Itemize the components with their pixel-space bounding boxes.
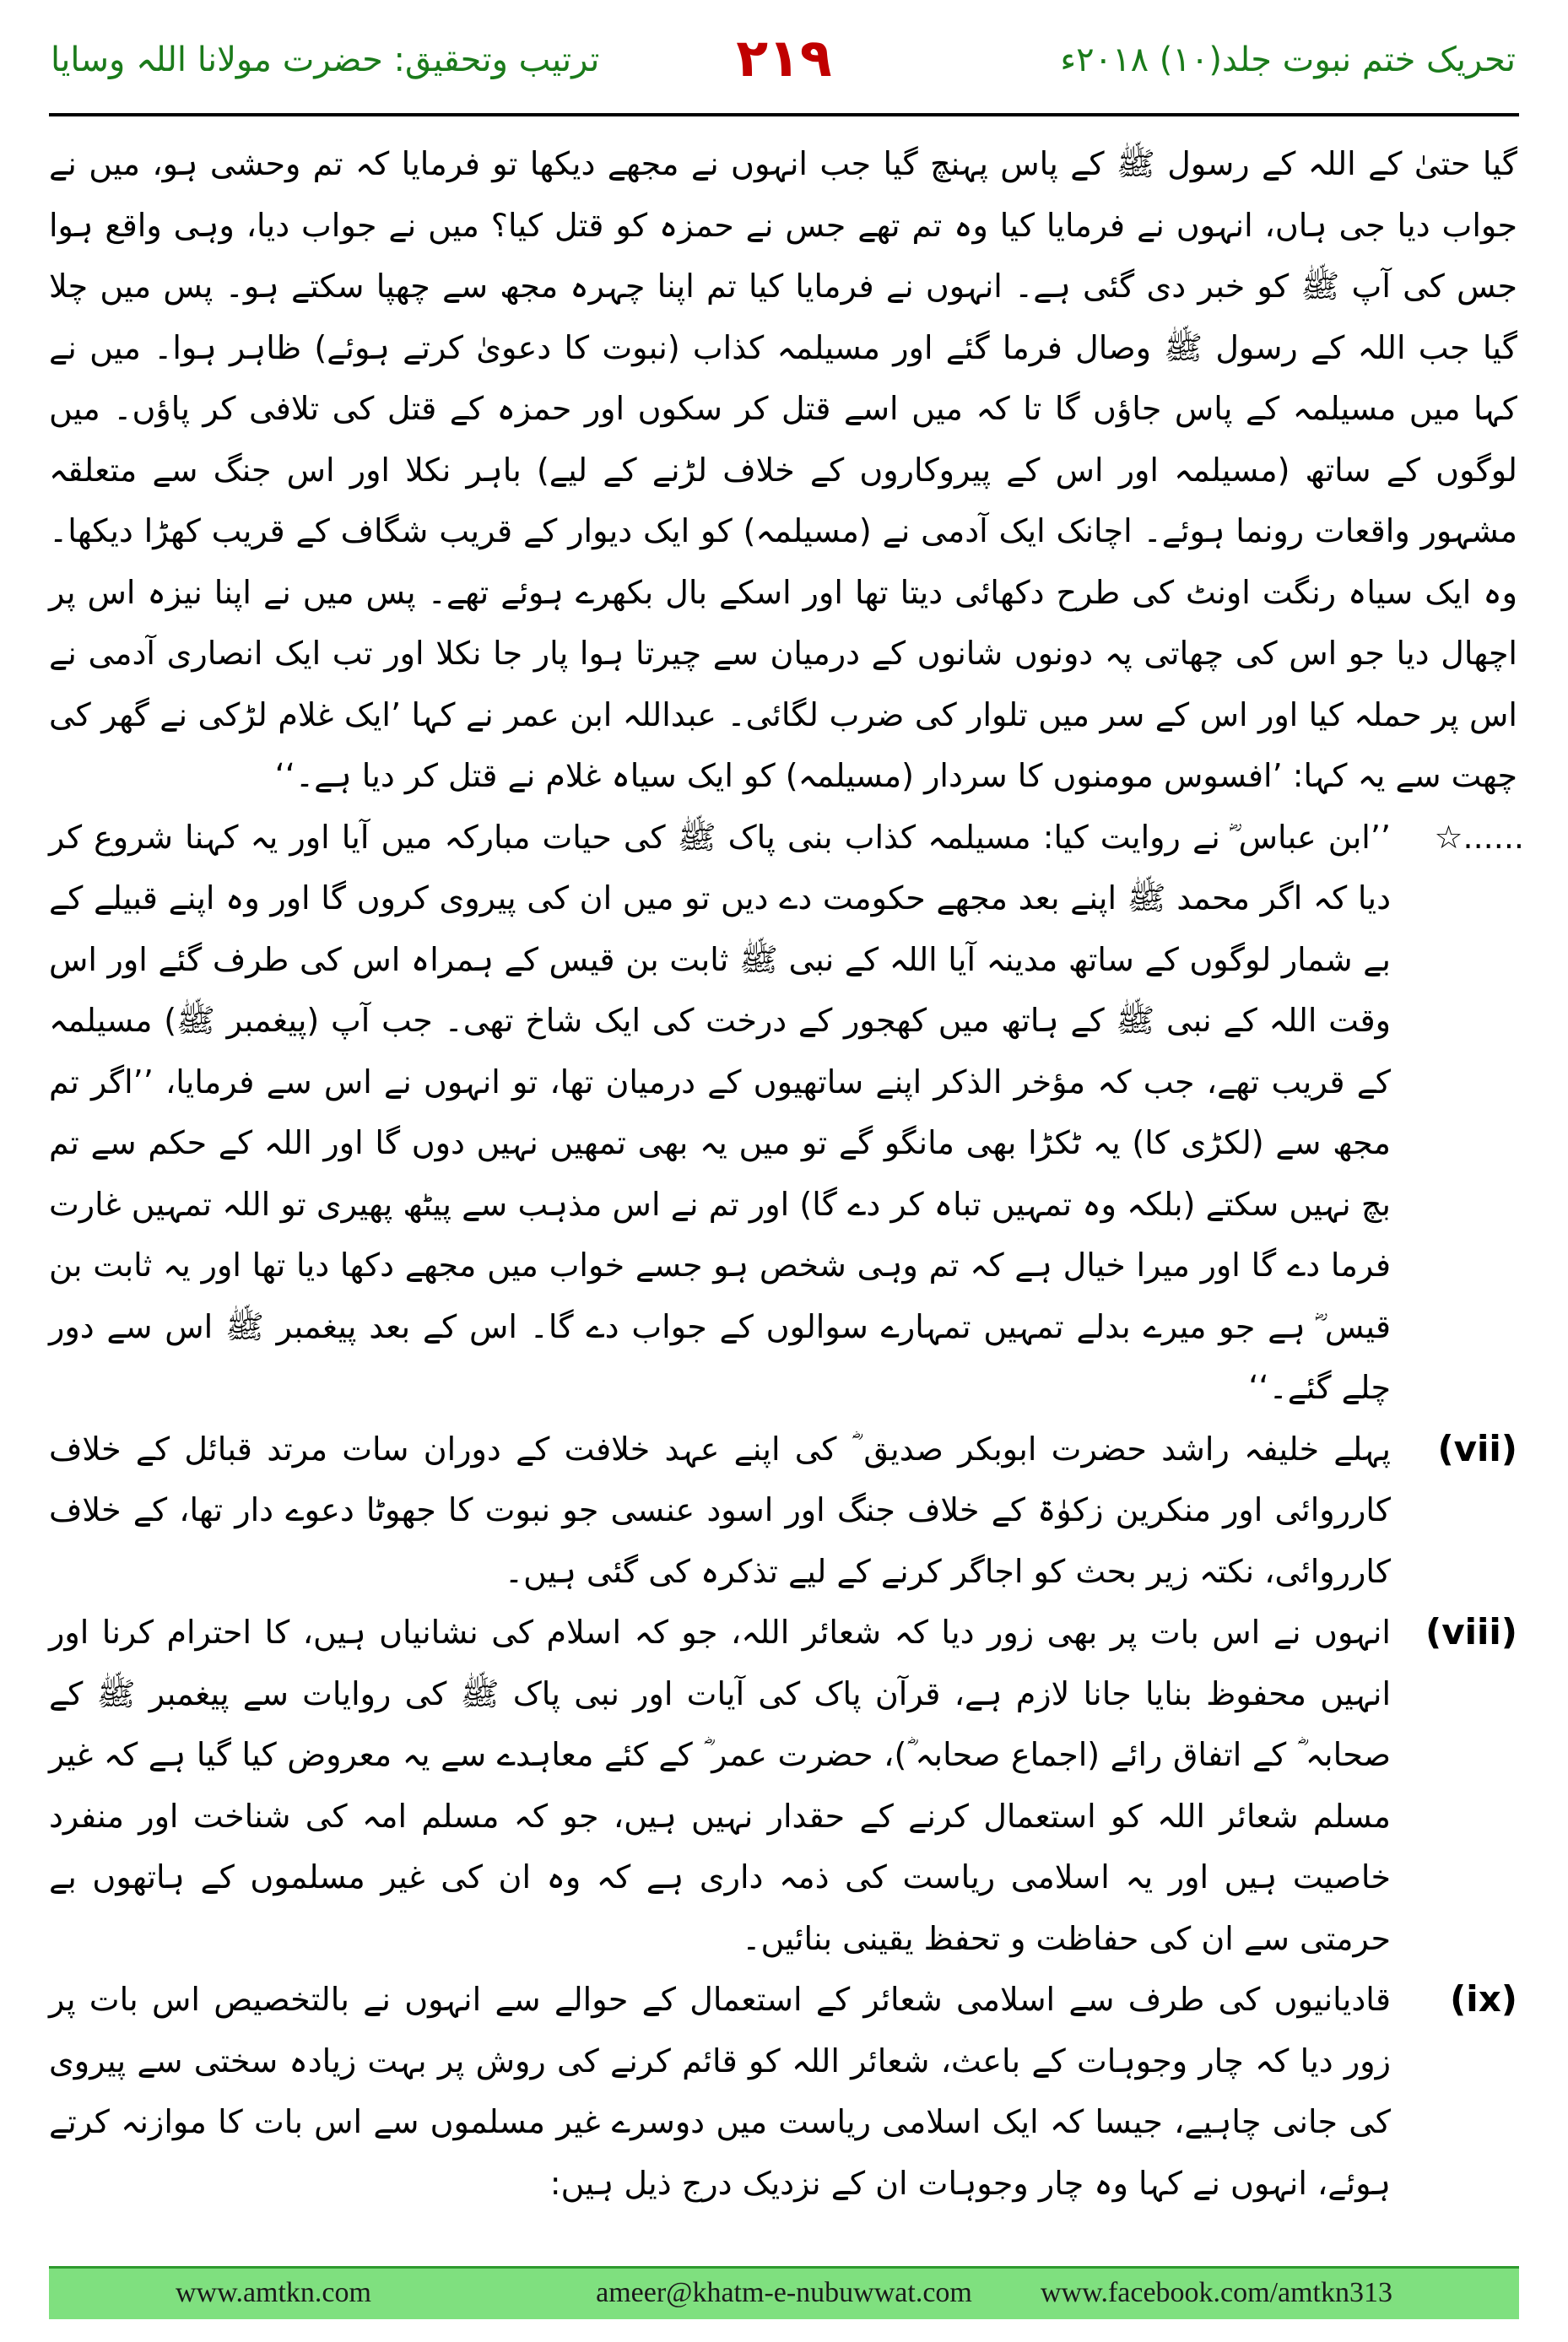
point-viii-text: انہوں نے اس بات پر بھی زور دیا کہ شعائر اللہ، جو کہ اسلام کی نشانیاں ہیں، کا احترام کرنا اور انہیں محفوظ بنایا جانا لازم ہے، قرآن پاک کی آیات اور نبی پاک ﷺ کی روایات سے پیغمبر ﷺ کے صحابہ ؓ کے اتفاق رائے (اجماع صحابہ ؓ)، حضرت عمر ؓ کے کئے معاہدے سے یہ معروض کیا گیا ہے کہ غیر مسلم شعائر اللہ کو استعمال کرنے کے حقدار نہیں ہیں، جو کہ مسلم امہ کی شناخت اور منفرد خاصیت ہیں اور یہ اسلامی ریاست کی ذمہ داری ہے کہ وہ ان کی غیر مسلموں کے ہاتھوں بے حرمتی سے ان کی حفاظت و تحفظ یقینی بنائیں۔ [49, 1614, 1391, 1957]
point-ix-text: قادیانیوں کی طرف سے اسلامی شعائر کے استعمال کے حوالے سے انہوں نے بالتخصیص اس بات پر زور دیا کہ چار وجوہات کے باعث، شعائر اللہ کو قائم کرنے کی روش پر بہت زیادہ سختی سے پیروی کی جانی چاہیے، جیسا کہ ایک اسلامی ریاست میں دوسرے غیر مسلموں سے اس بات کا موازنہ کرتے ہوئے، انہوں نے کہا وہ چار وجوہات ان کے نزدیک درج ذیل ہیں: [49, 1981, 1391, 2202]
star-bullet: ☆...... [1434, 818, 1524, 856]
quote-block-ibn-abbas [49, 807, 1524, 1419]
header-divider [49, 113, 1519, 116]
paragraph-ibn-abbas-narration: ’’ابن عباس ؓ نے روایت کیا: مسیلمہ کذاب بنی پاک ﷺ کی حیات مبارکہ میں آیا اور یہ کہنا شروع کر دیا کہ اگر محمد ﷺ اپنے بعد مجھے حکومت دے دیں تو میں ان کی پیروی کروں گا اور وہ اپنے قبیلے کے بے شمار لوگوں کے ساتھ مدینہ آیا اللہ کے نبی ﷺ ثابت بن قیس کے ہمراہ اس کی طرف گئے اور اس وقت اللہ کے نبی ﷺ کے ہاتھ میں کھجور کے درخت کی ایک شاخ تھی۔ جب آپ (پیغمبر ﷺ) مسیلمہ کے قریب تھے، جب کہ مؤخر الذکر اپنے ساتھیوں کے درمیان تھا، تو انہوں نے اس سے فرمایا، ’’اگر تم مجھ سے (لکڑی کا) یہ ٹکڑا بھی مانگو گے تو میں یہ بھی تمھیں نہیں دوں گا اور اللہ کے حکم سے تم بچ نہیں سکتے (بلکہ وہ تمہیں تباہ کر دے گا) اور تم نے اس مذہب سے پیٹھ پھیری تو اللہ تمہیں غارت فرما دے گا اور میرا خیال ہے کہ تم وہی شخص ہو جسے خواب میں مجھے دکھا دیا تھا اور یہ ثابت بن قیس ؓ ہے جو میرے بدلے تمہیں تمہارے سوالوں کے جواب دے گا۔ اس کے بعد پیغمبر ﷺ اس سے دور چلے گئے۔‘‘ [49, 818, 1391, 1406]
footer-facebook-link[interactable]: www.facebook.com/amtkn313 [1040, 2277, 1392, 2308]
point-vii [49, 1419, 1517, 1603]
book-title: تحریک ختم نبوت جلد(۱۰) ۲۰۱۸ء [1060, 41, 1516, 79]
paragraph-wahshi-narration: گیا حتیٰ کے اللہ کے رسول ﷺ کے پاس پہنچ گیا جب انہوں نے مجھے دیکھا تو فرمایا کہ تم وحشی ہو، میں نے جواب دیا جی ہاں، انہوں نے فرمایا کیا وہ تم تھے جس نے حمزہ کو قتل کیا؟ میں نے جواب دیا، وہی واقع ہوا جس کی آپ ﷺ کو خبر دی گئی ہے۔ انہوں نے فرمایا کیا تم اپنا چہرہ مجھ سے چھپا سکتے ہو۔ پس میں چلا گیا جب اللہ کے رسول ﷺ وصال فرما گئے اور مسیلمہ کذاب (نبوت کا دعویٰ کرتے ہوئے) ظاہر ہوا۔ میں نے کہا میں مسیلمہ کے پاس جاؤں گا تا کہ میں اسے قتل کر سکوں اور حمزہ کے قتل کی تلافی کر پاؤں۔ میں لوگوں کے ساتھ (مسیلمہ اور اس کے پیروکاروں کے خلاف لڑنے کے لیے) باہر نکلا اور اس جنگ سے متعلقہ مشہور واقعات رونما ہوئے۔ اچانک ایک آدمی نے (مسیلمہ) کو ایک دیوار کے قریب شگاف کے قریب کھڑا دیکھا۔ وہ ایک سیاہ رنگت اونٹ کی طرح دکھائی دیتا تھا اور اسکے بال بکھرے ہوئے تھے۔ پس میں نے اپنا نیزہ اس پر اچھال دیا جو اس کی چھاتی پہ دونوں شانوں کے درمیان سے چیرتا ہوا پار جا نکلا اور تب ایک انصاری آدمی نے اس پر حملہ کیا اور اس کے سر میں تلوار کی ضرب لگائی۔ عبداللہ ابن عمر نے کہا ’ایک غلام لڑکی نے گھر کی چھت سے یہ کہا: ’افسوس مومنوں کا سردار (مسیلمہ) کو ایک سیاہ غلام نے قتل کر دیا ہے۔‘‘ [49, 145, 1517, 794]
point-vii-label: (vii) [1437, 1427, 1517, 1469]
point-ix-label: (ix) [1450, 1978, 1517, 2020]
footer-website-link[interactable]: www.amtkn.com [176, 2277, 371, 2308]
page-number: ۲۱۹ [736, 27, 832, 89]
compiler-credit: ترتیب وتحقیق: حضرت مولانا اللہ وسایا [51, 41, 600, 79]
point-ix [49, 1969, 1517, 2214]
page-header [0, 0, 1568, 118]
point-vii-text: پہلے خلیفہ راشد حضرت ابوبکر صدیق ؓ کی اپنے عہد خلافت کے دوران سات مرتد قبائل کے خلاف کارروائی اور منکرین زکوٰۃ کے خلاف جنگ اور اسود عنسی جو نبوت کا جھوٹا دعوے دار تھا، کے خلاف کارروائی، نکتہ زیر بحث کو اجاگر کرنے کے لیے تذکرہ کی گئی ہیں۔ [49, 1430, 1391, 1590]
footer-email-link[interactable]: ameer@khatm-e-nubuwwat.com [596, 2277, 972, 2308]
page-footer [49, 2266, 1519, 2319]
point-viii [49, 1602, 1517, 1969]
page-body [49, 133, 1524, 2214]
point-viii-label: (viii) [1425, 1611, 1517, 1652]
